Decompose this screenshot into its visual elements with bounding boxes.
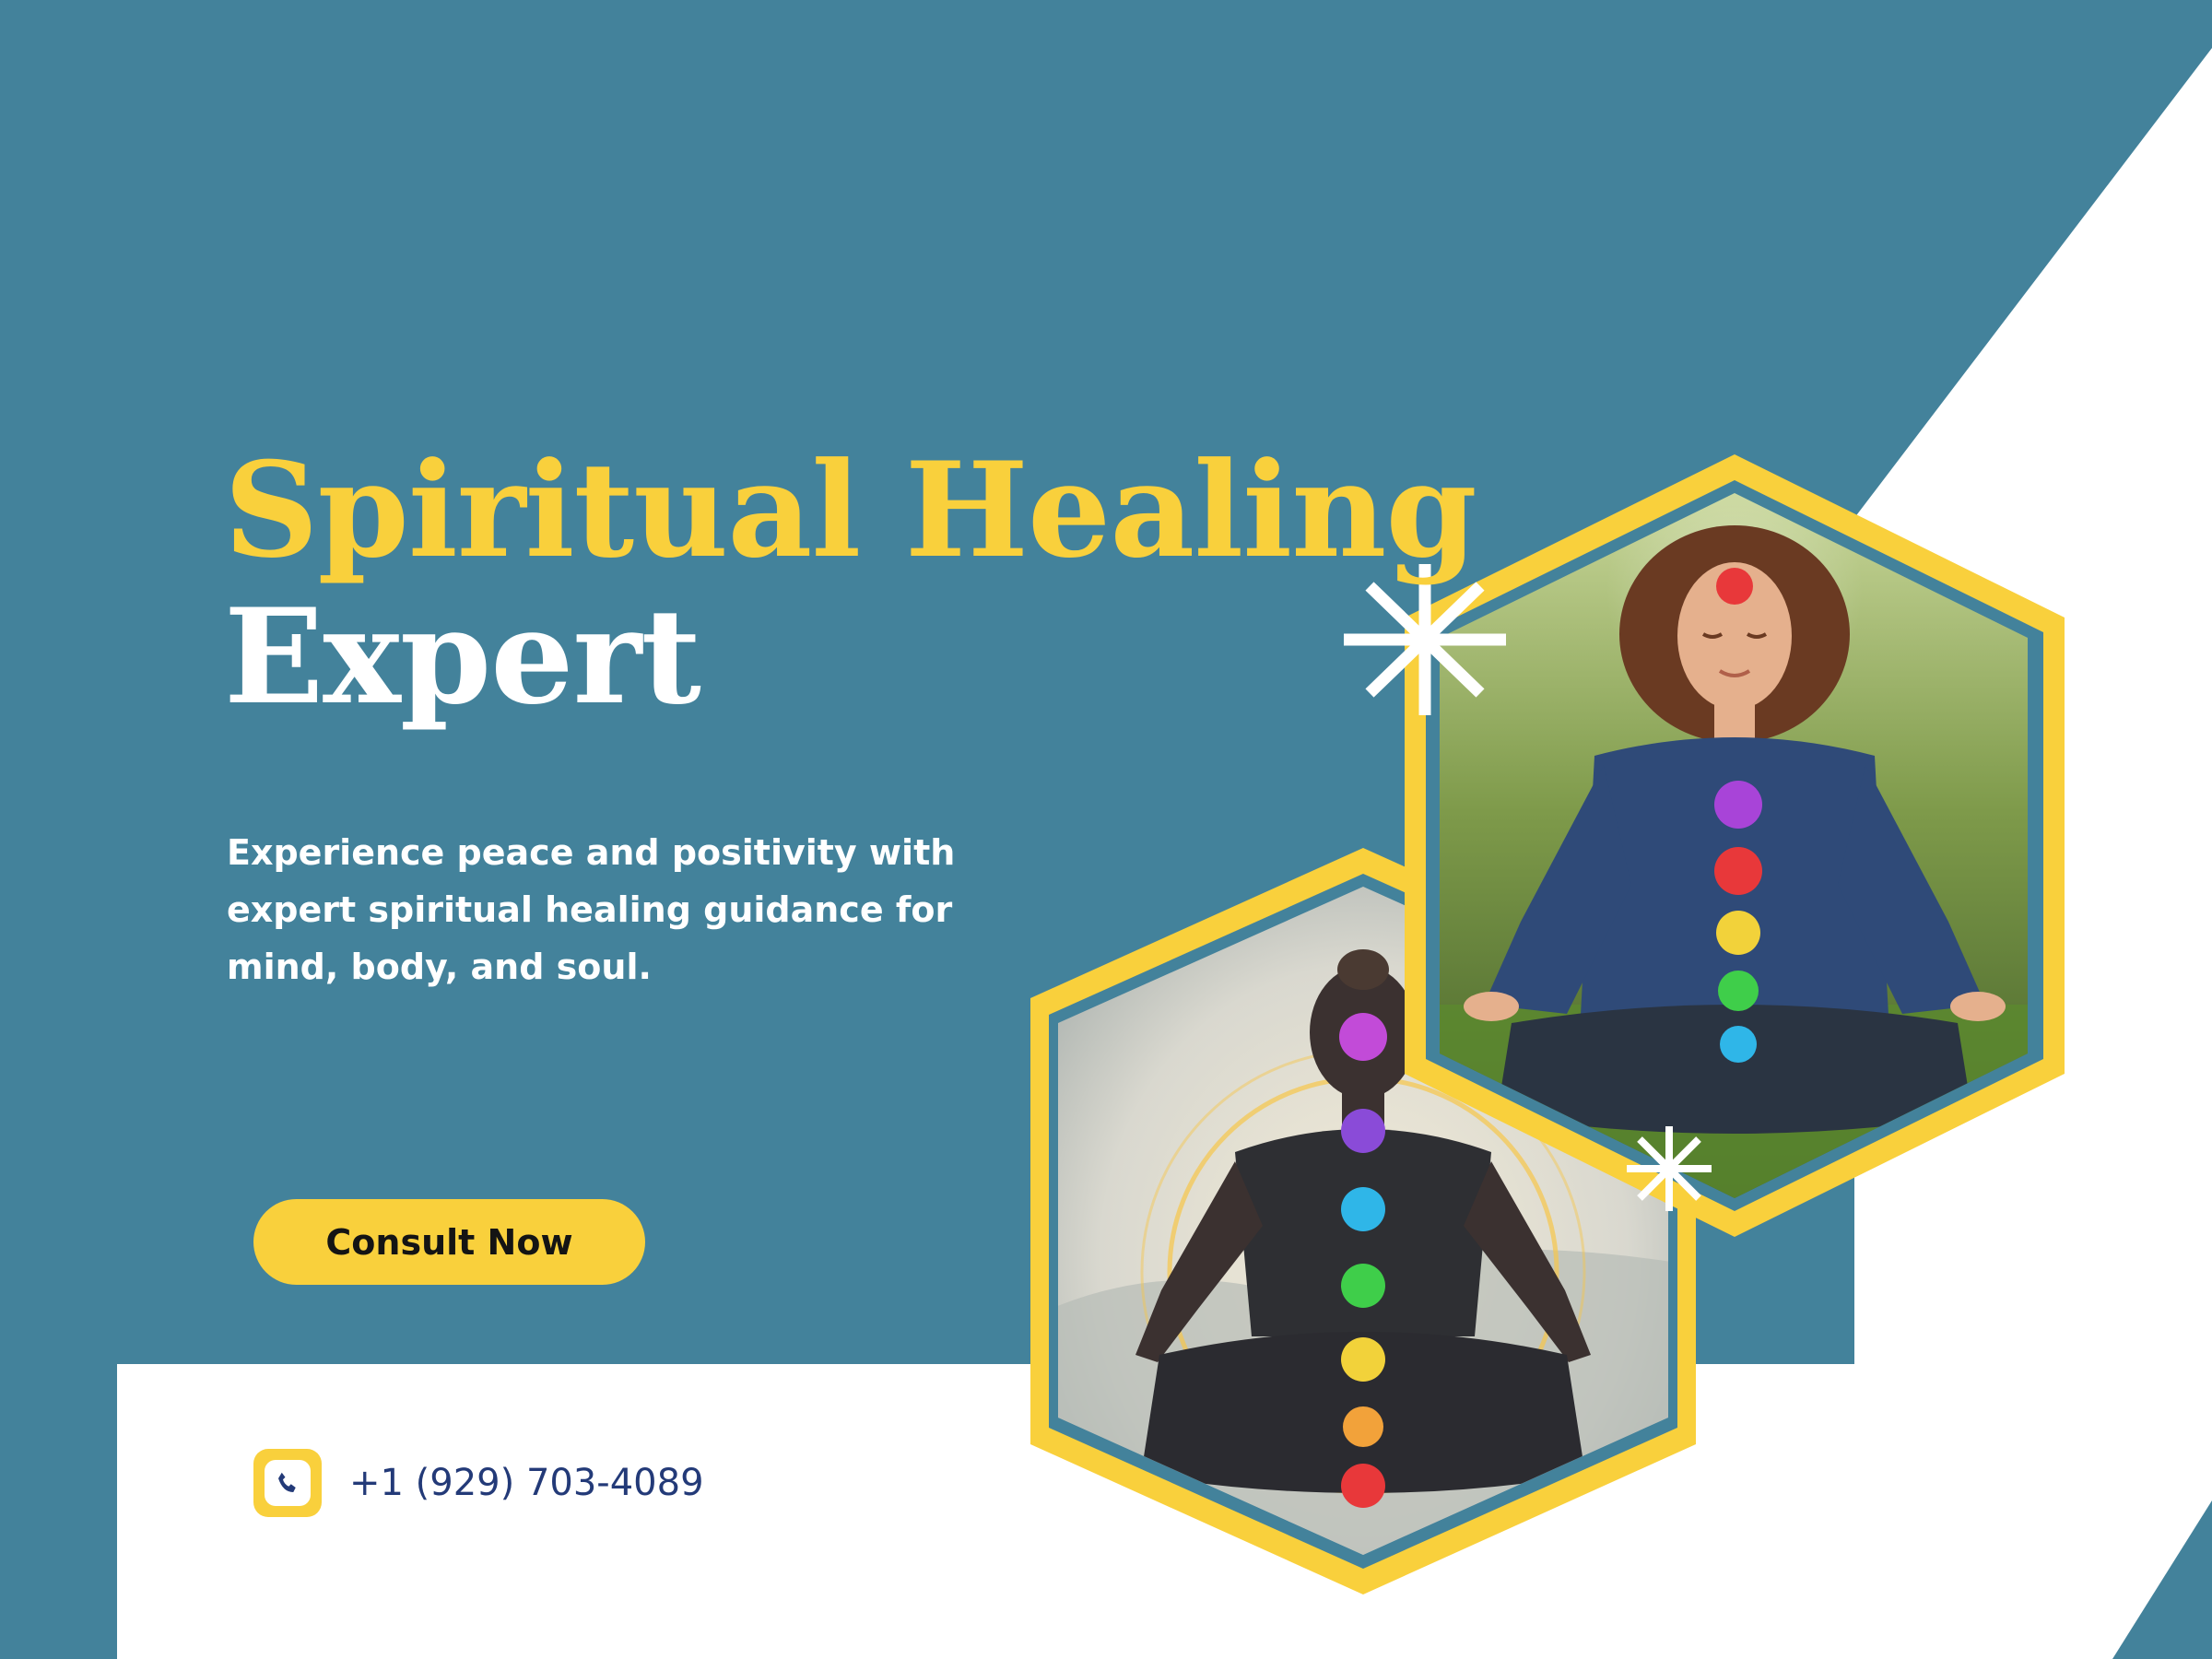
- hero-headline: [224, 434, 1477, 735]
- consult-now-button[interactable]: Consult Now: [253, 1199, 645, 1285]
- teal-corner-accent: [2112, 1500, 2212, 1659]
- hexagon-frame-large: [1405, 454, 2065, 1237]
- headline-line-1: Spiritual Healing: [224, 434, 1477, 587]
- phone-number[interactable]: +1 (929) 703-4089: [349, 1462, 704, 1504]
- contact-phone[interactable]: [253, 1449, 704, 1517]
- hero-subtitle: Experience peace and positivity with expert spiritual healing guidance for mind, body, and soul.: [227, 832, 956, 987]
- headline-line-2: Expert: [224, 581, 700, 735]
- phone-icon: [253, 1449, 322, 1517]
